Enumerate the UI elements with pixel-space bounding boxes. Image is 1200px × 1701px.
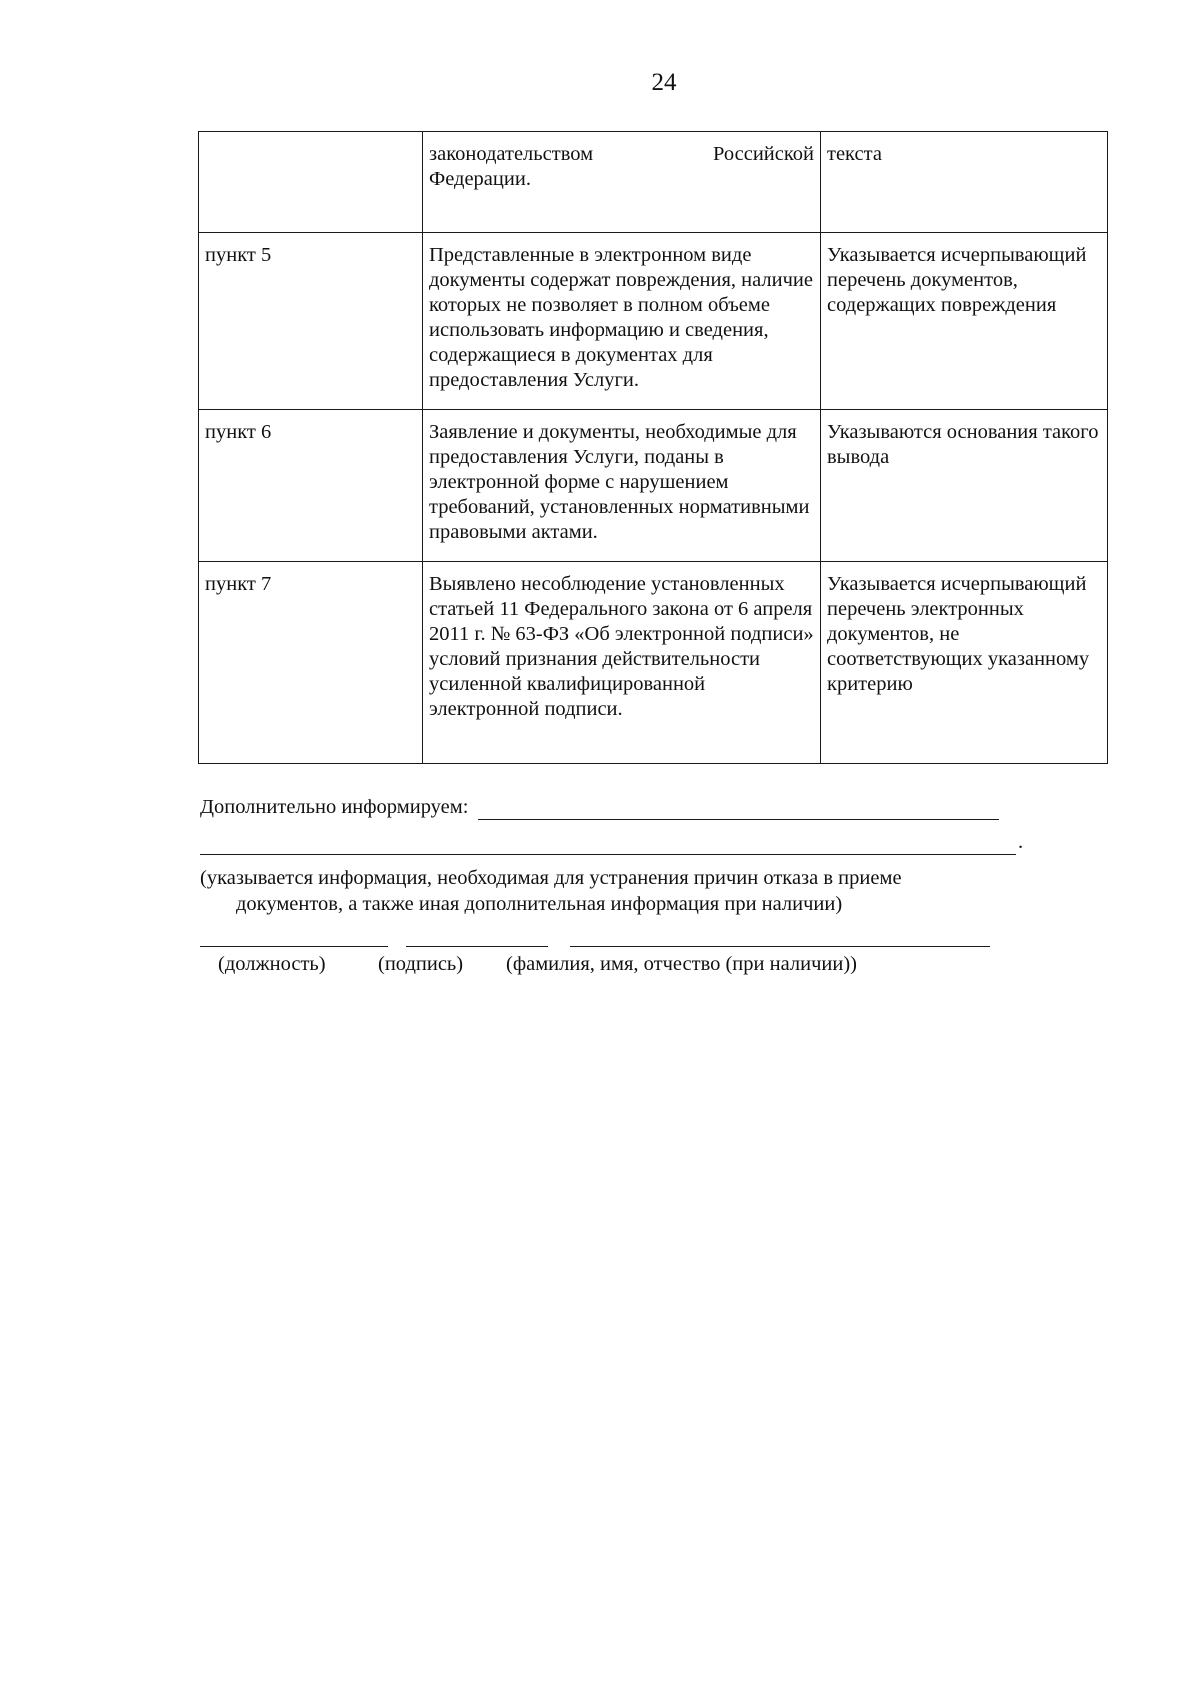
signature-blank-line bbox=[406, 926, 548, 947]
table-cell-explanation: текста bbox=[821, 132, 1108, 233]
table-row bbox=[199, 233, 1108, 410]
page-number: 24 bbox=[651, 69, 677, 96]
hint-line-2: документов, а также иная дополнительная информация при наличии) bbox=[236, 893, 843, 915]
full-name-label: (фамилия, имя, отчество (при наличии)) bbox=[506, 953, 857, 975]
table-cell-clause: пункт 6 bbox=[199, 410, 423, 562]
table-cell-reason: Представленные в электронном виде документы содержат повреждения, наличие которых не позволяет в полном объеме использовать информацию и сведения, содержащиеся в документах для предоставления Услуги. bbox=[423, 233, 821, 410]
additional-info-hint bbox=[200, 865, 1080, 917]
hint-line-1: (указывается информация, необходимая для устранения причин отказа в приеме bbox=[200, 867, 902, 889]
end-period: . bbox=[1018, 831, 1024, 853]
full-name-blank-line bbox=[570, 926, 990, 947]
reason-continuation: Федерации. bbox=[429, 168, 531, 190]
table-cell-reason: Выявлено несоблюдение установленных статьей 11 Федерального закона от 6 апреля 2011 г. № 63-ФЗ «Об электронной подписи» условий признания действительности усиленной квалифицированной электронной подписи. bbox=[423, 562, 821, 764]
additional-info-blank-line bbox=[200, 836, 1016, 855]
table-cell-reason bbox=[423, 132, 821, 233]
signature-label: (подпись) bbox=[378, 953, 464, 975]
table-row bbox=[199, 410, 1108, 562]
additional-info-label: Дополнительно информируем: bbox=[200, 796, 469, 818]
refusal-grounds-table bbox=[198, 131, 1108, 764]
table-cell-explanation: Указывается исчерпывающий перечень электронных документов, не соответствующих указанному критерию bbox=[821, 562, 1108, 764]
table-cell-clause: пункт 7 bbox=[199, 562, 423, 764]
table-row bbox=[199, 132, 1108, 233]
reason-word-right: Российской bbox=[712, 143, 814, 165]
table-row bbox=[199, 562, 1108, 764]
table-cell-explanation: Указываются основания такого вывода bbox=[821, 410, 1108, 562]
position-blank-line bbox=[200, 926, 388, 947]
table-cell-clause bbox=[199, 132, 423, 233]
position-label: (должность) bbox=[218, 953, 326, 975]
table-cell-explanation: Указывается исчерпывающий перечень документов, содержащих повреждения bbox=[821, 233, 1108, 410]
table-cell-reason: Заявление и документы, необходимые для предоставления Услуги, поданы в электронной форме с нарушением требований, установленных нормативными правовыми актами. bbox=[423, 410, 821, 562]
table-cell-clause: пункт 5 bbox=[199, 233, 423, 410]
reason-first-line bbox=[429, 142, 814, 167]
reason-word-left: законодательством bbox=[429, 143, 594, 165]
additional-info-section bbox=[200, 795, 1080, 917]
additional-info-blank-line bbox=[478, 801, 999, 820]
